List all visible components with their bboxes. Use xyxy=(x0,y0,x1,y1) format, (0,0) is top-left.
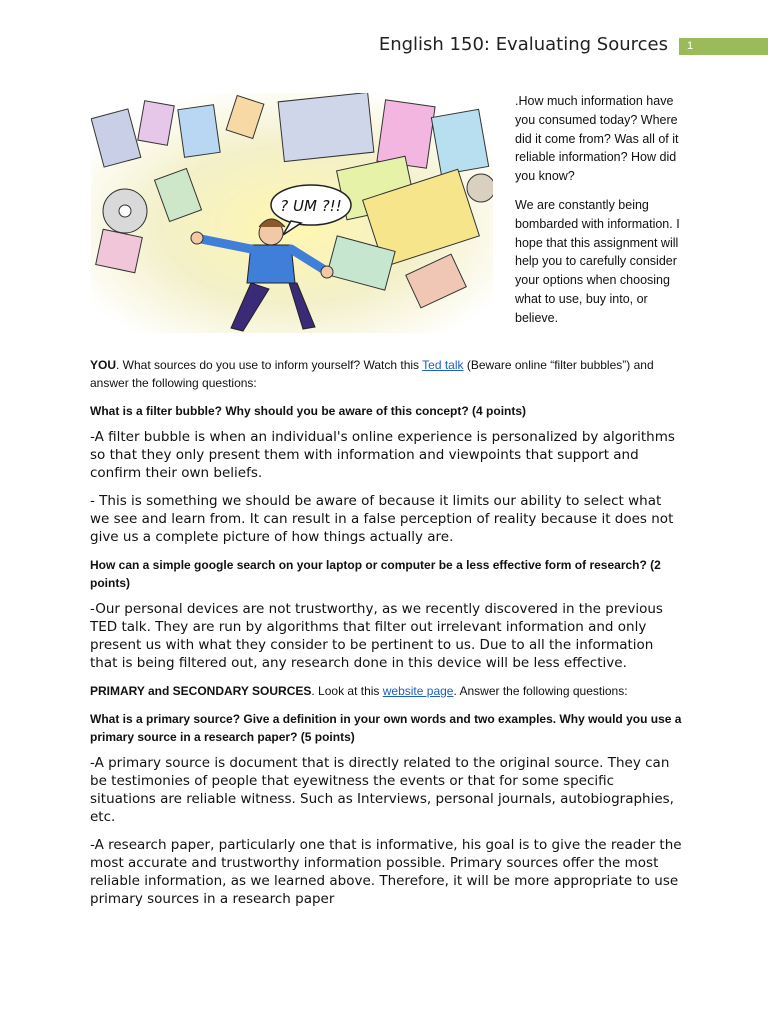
you-lead: YOU xyxy=(90,358,117,372)
intro-paragraph-questions: .How much information have you consumed today? Where did it come from? Was all of it reliable information? How did you know? xyxy=(515,94,679,184)
answer-primary-source-research: -A research paper, particularly one that is informative, his goal is to give the reader the most accurate and trustworthy information possible. Primary sources offer the most reliable information, as we learned above. Therefore, it will be more appropriate to use primary sources in a research paper xyxy=(90,837,682,907)
speech-bubble-text: ? UM ?!! xyxy=(280,197,342,215)
answer-google-search: -Our personal devices are not trustworthy, as we recently discovered in the previous TED talk. They are run by algorithms that filter out irrelevant information and only present us with what they consider to be pertinent to us. Due to all the information that is being filtered out, any research done in this device will be less effective. xyxy=(90,601,663,671)
intro-sidebar-text xyxy=(515,92,685,338)
page-number-tab: 1 xyxy=(679,38,768,55)
question-primary-source: What is a primary source? Give a definition in your own words and two examples. Why would you use a primary source in a research paper? (5 points) xyxy=(90,712,682,744)
document-title: English 150: Evaluating Sources xyxy=(378,34,668,55)
sources-section-intro xyxy=(90,682,682,700)
answer-filter-bubble-definition: -A filter bubble is when an individual's online experience is personalized by algorithms so that they only present them with information and viewpoints that support and confirm their own beliefs. xyxy=(90,429,675,481)
ted-talk-link[interactable]: Ted talk xyxy=(422,358,464,372)
answer-filter-bubble-awareness: - This is something we should be aware of because it limits our ability to select what we see and learn from. It can result in a false perception of reality because it does not give us a complete picture of how things actually are. xyxy=(90,493,674,545)
you-section-intro xyxy=(90,356,682,392)
question-google-search: How can a simple google search on your laptop or computer be a less effective form of research? (2 points) xyxy=(90,558,661,590)
sources-text-1: . Look at this xyxy=(311,684,383,698)
sources-lead: PRIMARY and SECONDARY SOURCES xyxy=(90,684,312,698)
document-body xyxy=(90,356,682,918)
you-text-2: (Beware online “filter bubbles”) and answer the following questions: xyxy=(90,358,654,390)
question-filter-bubble: What is a filter bubble? Why should you be aware of this concept? (4 points) xyxy=(90,404,527,418)
intro-paragraph-bombarded: We are constantly being bombarded with information. I hope that this assignment will help you to carefully consider your options when choosing what to use, buy into, or believe. xyxy=(515,197,680,325)
page-header xyxy=(0,34,768,60)
sources-text-2: . Answer the following questions: xyxy=(453,684,628,698)
answer-primary-source-definition: -A primary source is document that is directly related to the original source. They can be testimonies of people that eyewitness the events or that for some specific situations are reliable witness. Such as Interviews, personal journals, autobiographies, etc. xyxy=(90,755,674,825)
you-text-1: . What sources do you use to inform yourself? Watch this xyxy=(116,358,423,372)
information-overload-cartoon-icon xyxy=(91,93,493,333)
website-page-link[interactable]: website page xyxy=(382,684,454,698)
